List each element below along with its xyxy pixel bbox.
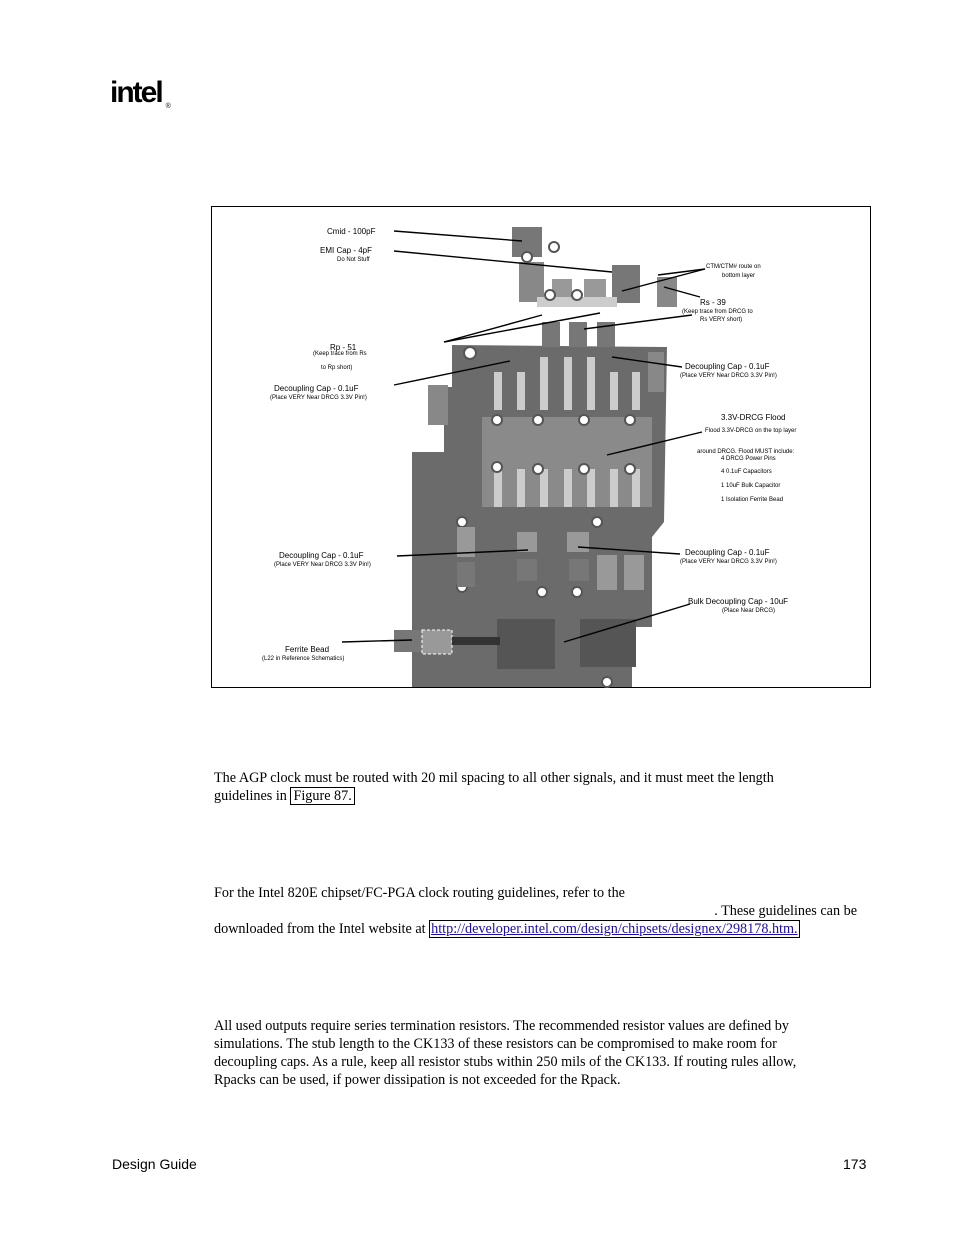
label-decoupling-right-top: Decoupling Cap - 0.1uF	[685, 362, 770, 371]
label-rs-sub-2: Rs VERY short)	[700, 317, 743, 323]
paragraph-fc-pga-line-3	[214, 920, 864, 938]
paragraph-agp-clock	[214, 769, 864, 805]
figure-87-reference-link[interactable]: Figure 87.	[290, 787, 354, 805]
paragraph-termination-line-3: decoupling caps. As a rule, keep all resistor stubs within 250 mils of the CK133. If routing rules allow,	[214, 1054, 797, 1070]
label-ctm: CTM/CTM# route on	[706, 264, 761, 270]
label-decoupling-right-bottom-sub: (Place VERY Near DRCG 3.3V Pin!)	[680, 559, 777, 565]
paragraph-agp-text: guidelines in	[214, 788, 291, 804]
paragraph-termination	[214, 1017, 864, 1089]
logo-text: intel	[110, 76, 162, 109]
paragraph-termination-line-1: All used outputs require series termination resistors. The recommended resistor values are defined by	[214, 1018, 789, 1034]
label-rs: Rs - 39	[700, 298, 726, 307]
paragraph-agp-line-1: The AGP clock must be routed with 20 mil spacing to all other signals, and it must meet the length	[214, 770, 774, 786]
intel-logo	[110, 76, 190, 116]
paragraph-fc-pga-line-2: . These guidelines can be	[714, 903, 857, 919]
label-bulk-cap-sub: (Place Near DRCG)	[722, 608, 776, 614]
label-flood-sub-2: around DRCG. Flood MUST include:	[697, 449, 795, 455]
label-rs-sub-1: (Keep trace from DRCG to	[682, 309, 753, 315]
label-rp-sub-2: to Rp short)	[321, 365, 353, 371]
label-decoupling-right-bottom: Decoupling Cap - 0.1uF	[685, 548, 770, 557]
label-rp-sub-1: (Keep trace from Rs	[313, 351, 367, 357]
label-flood-sub-3: 4 DRCG Power Pins	[721, 456, 776, 462]
label-decoupling-left-top: Decoupling Cap - 0.1uF	[274, 384, 359, 393]
registered-mark: ®	[165, 103, 171, 110]
label-ferrite-bead: Ferrite Bead	[285, 645, 330, 654]
label-ctm-2: bottom layer	[722, 273, 756, 279]
pcb-layout-figure	[211, 206, 871, 688]
label-decoupling-left-bottom: Decoupling Cap - 0.1uF	[279, 551, 364, 560]
label-decoupling-left-top-sub: (Place VERY Near DRCG 3.3V Pin!)	[270, 395, 367, 401]
label-flood-sub-4: 4 0.1uF Capacitors	[721, 469, 772, 475]
intel-website-link[interactable]: http://developer.intel.com/design/chipsets/designex/298178.htm.	[431, 921, 798, 937]
paragraph-fc-pga-line-1: For the Intel 820E chipset/FC-PGA clock routing guidelines, refer to the	[214, 885, 625, 901]
pcb-drawing	[212, 207, 872, 689]
label-decoupling-right-top-sub: (Place VERY Near DRCG 3.3V Pin!)	[680, 373, 777, 379]
footer-title: Design Guide	[112, 1156, 197, 1172]
label-flood-sub-5: 1 10uF Bulk Capacitor	[721, 483, 781, 489]
paragraph-termination-line-4: Rpacks can be used, if power dissipation is not exceeded for the Rpack.	[214, 1072, 621, 1088]
label-flood-sub-1: Flood 3.3V-DRCG on the top layer	[705, 428, 797, 434]
paragraph-fc-pga-text: downloaded from the Intel website at	[214, 921, 430, 937]
label-bulk-cap: Bulk Decoupling Cap - 10uF	[688, 597, 789, 606]
label-cmid: Cmid - 100pF	[327, 227, 376, 236]
page-number: 173	[843, 1156, 867, 1172]
paragraph-agp-line-2	[214, 787, 864, 805]
paragraph-termination-line-2: simulations. The stub length to the CK133 of these resistors can be compromised to make room for	[214, 1036, 777, 1052]
paragraph-fc-pga	[214, 884, 864, 938]
label-flood-sub-6: 1 Isolation Ferrite Bead	[721, 497, 784, 503]
label-ferrite-bead-sub: (L22 in Reference Schematics)	[262, 656, 345, 662]
label-rp: Rp - 51	[330, 343, 357, 352]
label-emi-sub: Do Not Stuff	[337, 257, 370, 263]
label-emi-cap: EMI Cap - 4pF	[320, 246, 373, 255]
label-decoupling-left-bottom-sub: (Place VERY Near DRCG 3.3V Pin!)	[274, 562, 371, 568]
label-flood: 3.3V-DRCG Flood	[721, 413, 786, 422]
